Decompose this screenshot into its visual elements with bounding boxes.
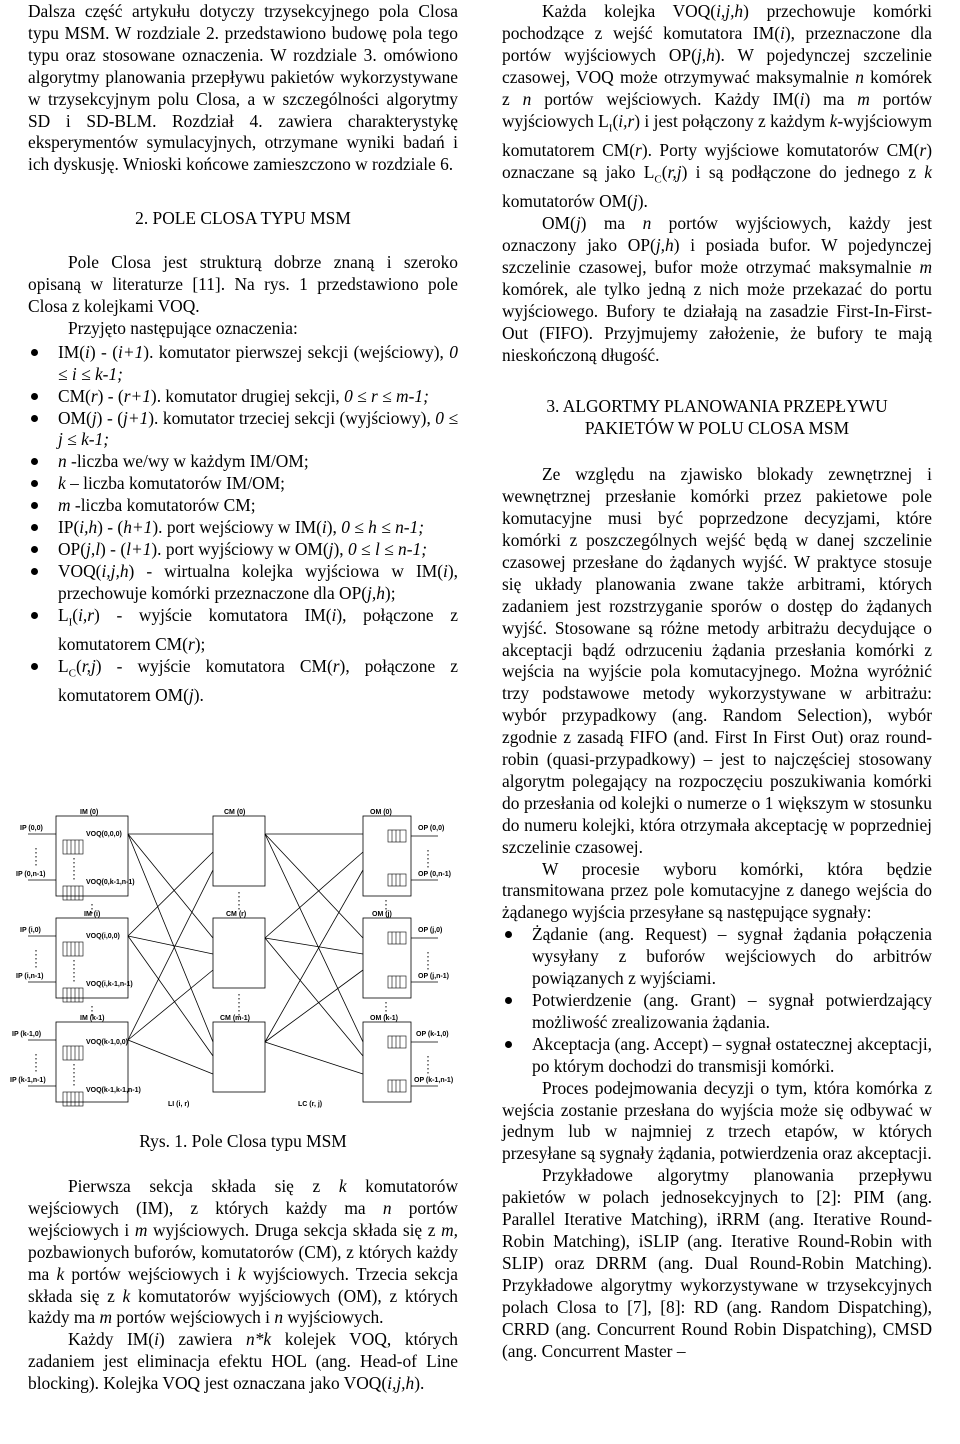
op-label: OP (j,n-1) xyxy=(418,973,449,980)
om-label: OM (j) xyxy=(372,911,392,918)
voq-label: VOQ(i,k-1,n-1) xyxy=(86,981,133,988)
voq-label: VOQ(i,0,0) xyxy=(86,933,120,940)
om-paragraph: OM(j) ma n portów wyjściowych, każdy jest oznaczony jako OP(j,h) i posiada bufor. W pojedynczej szczelinie czasowej, bufor może otrzymać maksymalnie m komórek, ale tylko jedną z nich może przekazać do portu wyjściowego. Bufory te działają na zasadzie First-In-First-Out (FIFO). Przyjmujemy założenie, że bufory te mają nieskończoną długość. xyxy=(502,213,933,365)
list-item: Akceptacja (ang. Accept) – sygnał ostatecznej akceptacji, po którym dochodzi do transmisji komórki. xyxy=(502,1034,932,1078)
voq-paragraph: Każdy IM(i) zawiera n*k kolejek VOQ, których zadaniem jest eliminacja efektu HOL (ang. Head-of Line blocking). Kolejka VOQ jest oznaczana jako VOQ(i,j,h). xyxy=(28,1329,459,1394)
signals-list xyxy=(502,924,932,1077)
im-label: IM (k-1) xyxy=(80,1015,105,1022)
op-label: OP (0,n-1) xyxy=(418,871,451,878)
cm-label: CM (r) xyxy=(226,911,247,918)
om-label: OM (k-1) xyxy=(370,1015,398,1022)
lc-label: LC (r, j) xyxy=(298,1101,323,1108)
figure-caption: Rys. 1. Pole Closa typu MSM xyxy=(139,1131,347,1151)
signals-paragraph: W procesie wyboru komórki, która będzie transmitowana przez pole komutacyjne z danego wejścia do żądanego wyjścia przesyłane są następujące sygnały: xyxy=(502,858,932,923)
ip-label: IP (i,0) xyxy=(20,927,41,934)
cm-label: CM (0) xyxy=(224,809,246,816)
op-label: OP (0,0) xyxy=(418,825,445,832)
voq-label: VOQ(k-1,k-1,n-1) xyxy=(86,1087,141,1094)
om-label: OM (0) xyxy=(370,809,392,816)
ip-label: IP (k-1,0) xyxy=(12,1031,42,1038)
section-3-heading xyxy=(502,396,932,440)
closa-paragraph: Pole Closa jest strukturą dobrze znaną i szeroko opisaną w literaturze [11]. Na rys. 1 przedstawiono pole Closa z kolejkami VOQ. xyxy=(28,252,458,316)
examples-paragraph: Przykładowe algorytmy planowania przepływu pakietów w polach jednosekcyjnych to [2]: PIM (ang. Parallel Iterative Matching), iRRM (ang. Iterative Round-Robin Matching), iSLIP (ang. Iterative Round-Robin with SLIP) oraz DRRM (ang. Dual Round-Robin Matching). Przykładowe algorytmy wykorzystywane w trzysekcyjnych polach Closa to [7], [8]: RD (ang. Random Dispatching), CRRD (ang. Concurrent Round Robin Dispatching), CMSD (ang. Concurrent Master – xyxy=(502,1165,932,1361)
voq-label: VOQ(k-1,0,0) xyxy=(86,1039,129,1046)
list-item: IP(i,h) - (h+1). port wejściowy w IM(i), 0 ≤ h ≤ n-1; xyxy=(28,517,458,539)
list-item: $L_C(r,j)$ - wyjście komutatora CM(r), połączone z komutatorem OM(j). xyxy=(28,656,458,707)
voq-label: VOQ(0,0,0) xyxy=(86,831,122,838)
list-item: Potwierdzenie (ang. Grant) – sygnał potwierdzający możliwość zrealizowania żądania. xyxy=(502,990,932,1034)
list-item: Żądanie (ang. Request) – sygnał żądania połączenia wysyłany z buforów wejściowych do arbitrów powiązanych z wyjściami. xyxy=(502,924,932,990)
op-label: OP (j,0) xyxy=(418,927,443,934)
voq-label: VOQ(0,k-1,n-1) xyxy=(86,879,135,886)
list-item: k – liczba komutatorów IM/OM; xyxy=(28,473,458,495)
list-item: OP(j,l) - (l+1). port wyjściowy w OM(j), 0 ≤ l ≤ n-1; xyxy=(28,539,458,561)
li-label: LI (i, r) xyxy=(168,1101,190,1108)
list-item: n -liczba we/wy w każdym IM/OM; xyxy=(28,451,458,473)
blocking-paragraph: Ze względu na zjawisko blokady zewnętrznej i wewnętrznej przesłanie komórki przez pakietowe pole komutacyjne musi być poprzedzone decyzjami, które komórki z poszczególnych wejść będą w danej szczelinie czasowej przesłane do żądanych wyjść. W praktyce stosuje się układy planowania zwane także arbitrami, których zadaniem jest rozstrzyganie sporów o dostęp do żądanych wyjść. Stosowane są różne metody arbitrażu decydujące o akceptacji bądź odrzuceniu żądania przesłania komórki z wejścia na wyjście pola komutacyjnego. Można wyróżnić trzy podstawowe metody wykorzystywane w arbitrażu: wybór przypadkowy (ang. Random Selection), wybór zgodnie z zasadą FIFO (and. First In First Out) oraz round-robin (quasi-przypadkowy) – jest to najczęściej stosowany algorytm polegający na rozpoczęciu poszukiwania komórki do przesłania od kolejki o numerze o 1 większym w stosunku do numeru kolejki, która otrzymała akceptację w poprzedniej szczelinie czasowej. xyxy=(502,464,932,857)
ip-label: IP (0,0) xyxy=(20,825,43,832)
op-label: OP (k-1,n-1) xyxy=(414,1077,454,1084)
section-2-heading: 2. POLE CLOSA TYPU MSM xyxy=(135,208,351,229)
intro-paragraph: Dalsza część artykułu dotyczy trzysekcyjnego pola Closa typu MSM. W rozdziale 2. przedstawiono budowę pola tego typu oraz stosowane oznaczenia. W rozdziale 3. omówiono algorytmy planowania przepływu pakietów wykorzystywane w trzysekcyjnym polu Closa, a w szczególności algorytmy SD i SD-BLM. Rozdział 4. zawiera charakterystykę eksperymentów symulacyjnych, otrzymane wyniki badań i ich dyskusję. Wnioski końcowe zamieszczono w rozdziale 6. xyxy=(28,1,458,175)
notation-paragraph: Przyjęto następujące oznaczenia: xyxy=(68,317,298,338)
list-item: CM(r) - (r+1). komutator drugiej sekcji, 0 ≤ r ≤ m-1; xyxy=(28,386,458,408)
right-column xyxy=(502,0,932,1362)
voq2-paragraph: Każda kolejka VOQ(i,j,h) przechowuje komórki pochodzące z wejść komutatora IM(i), przeznaczone dla portów wyjściowych OP(j,h). W pojedynczej szczelinie czasowej, VOQ może otrzymywać maksymalnie n komórek z n portów wejściowych. Każdy IM(i) ma m portów wyjściowych $L_I(i,r)$ i jest połączony z każdym k-wyjściowym komutatorem CM(r). Porty wyjściowe komutatorów CM(r) oznaczane są jako $L_C(r,j)$ i są podłączone do jednego z k komutatorów OM(j). xyxy=(502,1,933,212)
op-label: OP (k-1,0) xyxy=(416,1031,449,1038)
ip-label: IP (i,n-1) xyxy=(16,973,44,980)
process-paragraph: Proces podejmowania decyzji o tym, która komórka z wejścia zostanie przesłana do wyjścia może się odbywać w jednym lub w najmniej z trzech etapów, w których przesyłane są sygnały żądania, potwierdzenia oraz akceptacji. xyxy=(502,1077,932,1164)
im-label: IM (i) xyxy=(84,911,101,918)
heading-line: 3. ALGORTMY PLANOWANIA PRZEPŁYWU xyxy=(546,396,888,417)
list-item: m -liczba komutatorów CM; xyxy=(28,495,458,517)
list-item: IM(i) - (i+1). komutator pierwszej sekcji (wejściowy), 0 ≤ i ≤ k-1; xyxy=(28,342,458,386)
heading-line: PAKIETÓW W POLU CLOSA MSM xyxy=(584,418,850,439)
im-label: IM (0) xyxy=(80,809,99,816)
ip-label: IP (0,n-1) xyxy=(16,871,46,878)
left-column xyxy=(10,0,459,1394)
closa-network-diagram xyxy=(8,804,458,1124)
cm-label: CM (m-1) xyxy=(220,1015,250,1022)
sections-paragraph: Pierwsza sekcja składa się z k komutatorów wejściowych (IM), z których każdy ma n portów wejściowych i m wyjściowych. Druga sekcja składa się z m, pozbawionych buforów, komutatorów (CM), z których każdy ma k portów wejściowych i k wyjściowych. Trzecia sekcja składa się z k komutatorów wyjściowych (OM), z których każdy ma m portów wejściowych i n wyjściowych. xyxy=(28,1176,458,1328)
list-item: VOQ(i,j,h) - wirtualna kolejka wyjściowa w IM(i), przechowuje komórki przeznaczone dla OP(j,h); xyxy=(28,561,458,605)
notation-list xyxy=(28,342,458,707)
list-item: OM(j) - (j+1). komutator trzeciej sekcji (wyjściowy), 0 ≤ j ≤ k-1; xyxy=(28,408,458,452)
ip-label: IP (k-1,n-1) xyxy=(10,1077,46,1084)
list-item: $L_I(i,r)$ - wyjście komutatora IM(i), połączone z komutatorem CM(r); xyxy=(28,605,458,656)
